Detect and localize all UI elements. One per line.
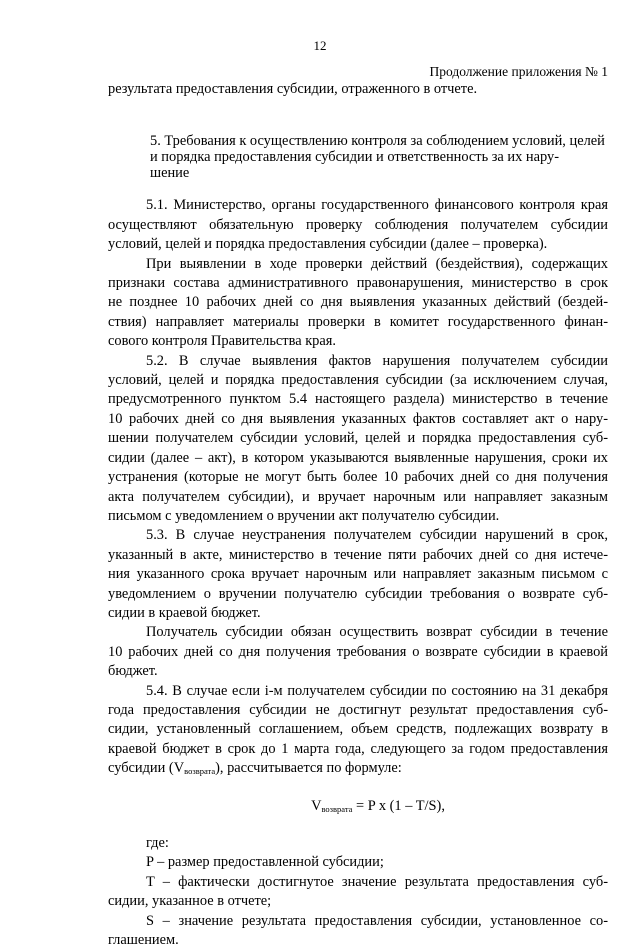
text-line: Получатель субсидии обязан осуществить возврат субсидии в течение bbox=[146, 624, 608, 641]
text-line: краевой бюджет в срок до 1 марта года, следующего за годом предоставления bbox=[108, 740, 608, 757]
document-body bbox=[108, 80, 608, 950]
text-line: 5.4. В случае если i-м получателем субсидии по состоянию на 31 декабря bbox=[146, 682, 608, 699]
text-line: бюджет. bbox=[108, 663, 158, 680]
text-line: шении получателем субсидии условий, целей и порядка предоставления суб- bbox=[108, 430, 608, 447]
heading-line: 5. Требования к осуществлению контроля за соблюдением условий, целей bbox=[150, 133, 605, 150]
page-number: 12 bbox=[313, 38, 327, 53]
text-line: P – размер предоставленной субсидии; bbox=[146, 854, 384, 871]
text-line: T – фактически достигнутое значение результата предоставления суб- bbox=[146, 873, 608, 890]
text-line: 10 рабочих дней со дня получения требования о возврате субсидии в краевой bbox=[108, 643, 608, 660]
text-line: сидии (далее – акт), в котором указываются выявленные нарушения, сроки их bbox=[108, 449, 608, 466]
text-line: 10 рабочих дней со дня выявления указанных фактов составляет акт о нару- bbox=[108, 410, 608, 427]
paragraph-5-1 bbox=[108, 196, 608, 254]
paragraph-5-4 bbox=[108, 682, 608, 782]
text-line: предусмотренного пунктом 5.4 настоящего раздела) министерство в течение bbox=[108, 391, 608, 408]
formula-expression: = P x (1 – T/S), bbox=[352, 797, 445, 814]
text-line: глашением. bbox=[108, 932, 179, 949]
text-line: устранения (которые не могут быть более 10 рабочих дней со дня получения bbox=[108, 469, 608, 486]
text-line: не позднее 10 рабочих дней со дня выявления указанных действий (бездей- bbox=[108, 294, 608, 311]
text-line: признаки состава административного правонарушения, министерство в срок bbox=[108, 275, 608, 292]
text-line: акта получателем субсидии), и вручает нарочным или направляет заказным bbox=[108, 488, 608, 505]
text-line: 5.2. В случае выявления фактов нарушения получателем субсидии bbox=[146, 352, 608, 369]
section-heading bbox=[108, 133, 608, 181]
formula-legend bbox=[108, 834, 608, 950]
formula-symbol: V bbox=[311, 797, 322, 814]
text-line: уведомлением о вручении получателю субсидии требования о возврате суб- bbox=[108, 585, 608, 602]
paragraph-5-3 bbox=[108, 526, 608, 623]
heading-line: и порядка предоставления субсидии и ответственность за их нару- bbox=[150, 149, 559, 166]
text-line: сового контроля Правительства края. bbox=[108, 333, 336, 350]
text-line: сидии в краевой бюджет. bbox=[108, 604, 261, 621]
text-line: указанный в акте, министерство в течение пяти рабочих дней со дня истече- bbox=[108, 546, 608, 563]
text-line: где: bbox=[146, 835, 169, 851]
text-line: 5.3. В случае неустранения получателем субсидии нарушений в срок, bbox=[146, 527, 608, 544]
text-line: 5.1. Министерство, органы государственного финансового контроля края bbox=[146, 197, 608, 214]
text-line: условий, целей и порядка предоставления субсидии (за исключением случая, bbox=[108, 372, 608, 389]
heading-line: шение bbox=[150, 165, 190, 182]
text-fragment: субсидии (V bbox=[108, 760, 185, 777]
text-line: ния указанного срока вручает нарочным или направляет заказным письмом с bbox=[108, 566, 608, 583]
text-line: условий, целей и порядка предоставления субсидии (далее – проверка). bbox=[108, 236, 548, 253]
paragraph-5-2 bbox=[108, 352, 608, 527]
appendix-continuation: Продолжение приложения № 1 bbox=[429, 64, 608, 79]
text-line: результата предоставления субсидии, отраженного в отчете. bbox=[108, 81, 478, 97]
text-line: письмом с уведомлением о вручении акт получателю субсидии. bbox=[108, 507, 500, 524]
paragraph-violations bbox=[108, 255, 608, 352]
paragraph-refund bbox=[108, 623, 608, 681]
text-line: S – значение результата предоставления субсидии, установленное со- bbox=[146, 912, 608, 929]
refund-formula bbox=[108, 797, 608, 819]
text-line: При выявлении в ходе проверки действий (бездействия), содержащих bbox=[146, 255, 608, 272]
text-line: сидии, установленный соглашением, объем средств, подлежащих возврату в bbox=[108, 721, 608, 738]
text-line bbox=[108, 759, 608, 781]
subscript: возврата bbox=[184, 766, 216, 777]
text-fragment: ), рассчитывается по формуле: bbox=[215, 760, 402, 777]
text-line: сидии, указанное в отчете; bbox=[108, 893, 272, 910]
text-line: осуществляют обязательную проверку соблюдения получателем субсидии bbox=[108, 216, 608, 233]
formula-subscript: возврата bbox=[321, 803, 353, 814]
text-line: ствия) направляет материалы проверки в комитет государственного финан- bbox=[108, 313, 608, 330]
text-line: года предоставления субсидии не достигнут результат предоставления суб- bbox=[108, 701, 608, 718]
